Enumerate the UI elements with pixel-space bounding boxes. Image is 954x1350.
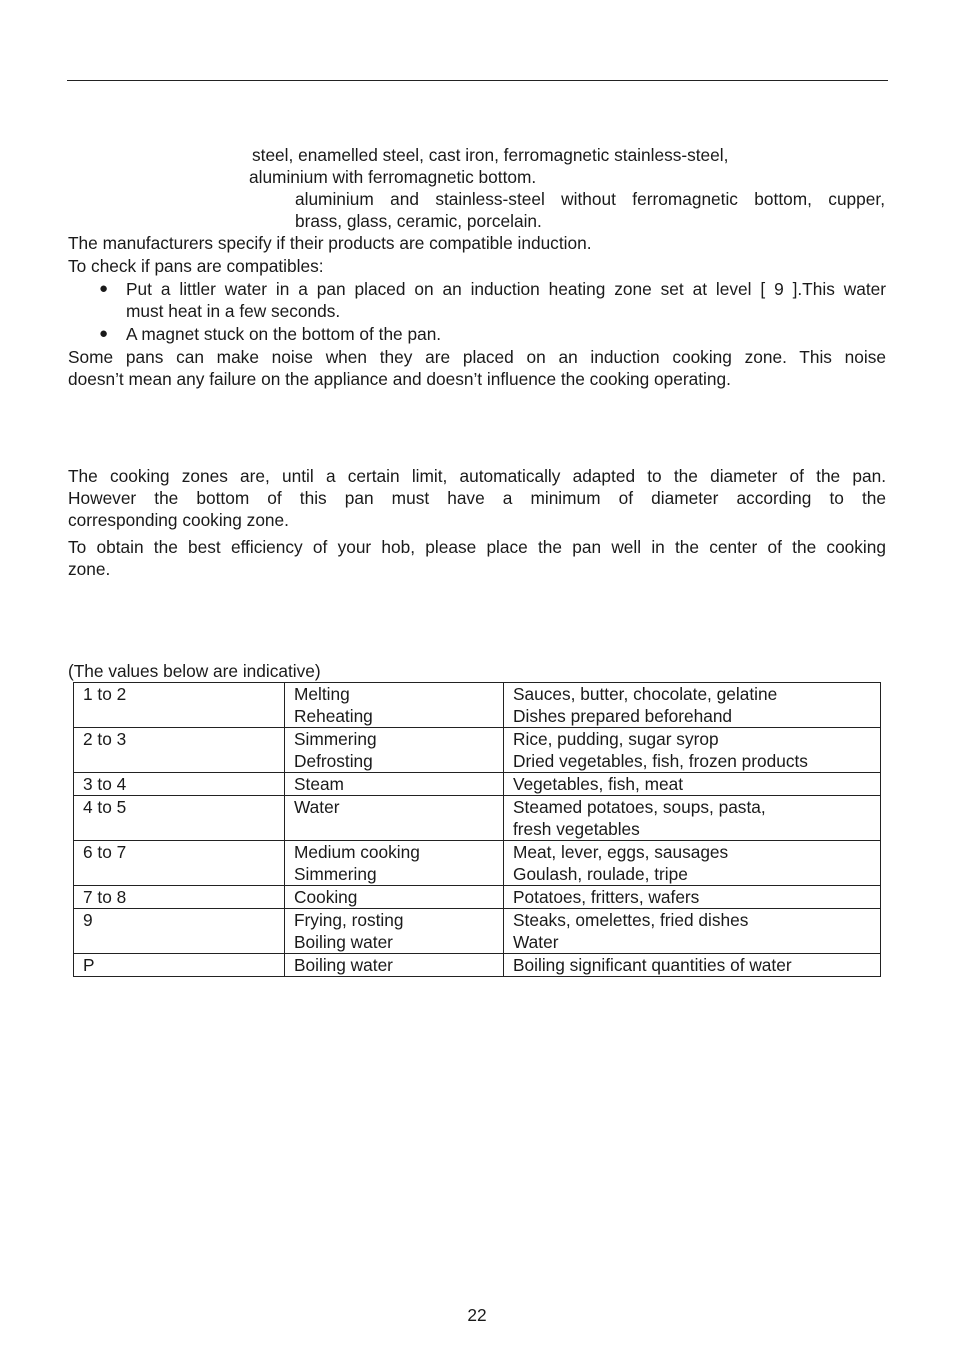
check-intro: To check if pans are compatibles: bbox=[68, 256, 324, 276]
mode-cell: Boiling water bbox=[285, 954, 504, 977]
pan-diameter-line-1: The cooking zones are, until a certain limit, automatically adapted to the diameter of the pan. bbox=[68, 466, 886, 486]
mode-cell: Frying, rosting Boiling water bbox=[285, 909, 504, 954]
table-row bbox=[74, 909, 881, 954]
use-cell: Rice, pudding, sugar syrop Dried vegetables, fish, frozen products bbox=[504, 728, 881, 773]
bullet-icon: ● bbox=[99, 325, 109, 342]
level-cell: P bbox=[74, 954, 285, 977]
use-cell: Steamed potatoes, soups, pasta, fresh vegetables bbox=[504, 796, 881, 841]
level-cell: 6 to 7 bbox=[74, 841, 285, 886]
use-cell: Sauces, butter, chocolate, gelatine Dishes prepared beforehand bbox=[504, 683, 881, 728]
mode-cell: Cooking bbox=[285, 886, 504, 909]
mode-cell: Medium cooking Simmering bbox=[285, 841, 504, 886]
pan-diameter-line-2: However the bottom of this pan must have a minimum of diameter according to the bbox=[68, 488, 886, 508]
level-cell: 4 to 5 bbox=[74, 796, 285, 841]
level-cell: 7 to 8 bbox=[74, 886, 285, 909]
use-cell: Potatoes, fritters, wafers bbox=[504, 886, 881, 909]
level-cell: 2 to 3 bbox=[74, 728, 285, 773]
noise-paragraph-line-1: Some pans can make noise when they are placed on an induction cooking zone. This noise bbox=[68, 347, 886, 367]
mode-cell: Steam bbox=[285, 773, 504, 796]
mode-cell: Melting Reheating bbox=[285, 683, 504, 728]
compatible-materials-line-2: aluminium with ferromagnetic bottom. bbox=[249, 167, 537, 187]
level-cell: 1 to 2 bbox=[74, 683, 285, 728]
incompatible-materials-line-1: aluminium and stainless-steel without ferromagnetic bottom, cupper, bbox=[295, 189, 885, 209]
cooking-settings-table bbox=[73, 682, 881, 977]
page-number: 22 bbox=[467, 1305, 487, 1325]
bullet-text-line-1: Put a littler water in a pan placed on an induction heating zone set at level [ 9 ].This water bbox=[126, 279, 886, 299]
manufacturers-note: The manufacturers specify if their products are compatible induction. bbox=[68, 233, 592, 253]
bullet-icon: ● bbox=[99, 280, 109, 297]
table-row bbox=[74, 954, 881, 977]
table-row bbox=[74, 773, 881, 796]
table-row bbox=[74, 796, 881, 841]
level-cell: 3 to 4 bbox=[74, 773, 285, 796]
header-rule bbox=[67, 80, 888, 81]
mode-cell: Simmering Defrosting bbox=[285, 728, 504, 773]
compatible-materials-line-1: steel, enamelled steel, cast iron, ferromagnetic stainless-steel, bbox=[252, 145, 729, 165]
table-row bbox=[74, 886, 881, 909]
noise-paragraph-line-2: doesn’t mean any failure on the appliance and doesn’t influence the cooking operating. bbox=[68, 369, 731, 389]
use-cell: Meat, lever, eggs, sausages Goulash, roulade, tripe bbox=[504, 841, 881, 886]
use-cell: Steaks, omelettes, fried dishes Water bbox=[504, 909, 881, 954]
bullet-text-line-2: must heat in a few seconds. bbox=[126, 301, 341, 321]
table-row bbox=[74, 841, 881, 886]
pan-centering-line-1: To obtain the best efficiency of your hob, please place the pan well in the center of the cooking bbox=[68, 537, 886, 557]
table-row bbox=[74, 728, 881, 773]
pan-diameter-line-3: corresponding cooking zone. bbox=[68, 510, 289, 530]
level-cell: 9 bbox=[74, 909, 285, 954]
pan-centering-line-2: zone. bbox=[68, 559, 111, 579]
use-cell: Vegetables, fish, meat bbox=[504, 773, 881, 796]
incompatible-materials-line-2: brass, glass, ceramic, porcelain. bbox=[295, 211, 542, 231]
table-note: (The values below are indicative) bbox=[68, 661, 321, 681]
table-row bbox=[74, 683, 881, 728]
use-cell: Boiling significant quantities of water bbox=[504, 954, 881, 977]
bullet-text-line-1: A magnet stuck on the bottom of the pan. bbox=[126, 324, 442, 344]
mode-cell: Water bbox=[285, 796, 504, 841]
